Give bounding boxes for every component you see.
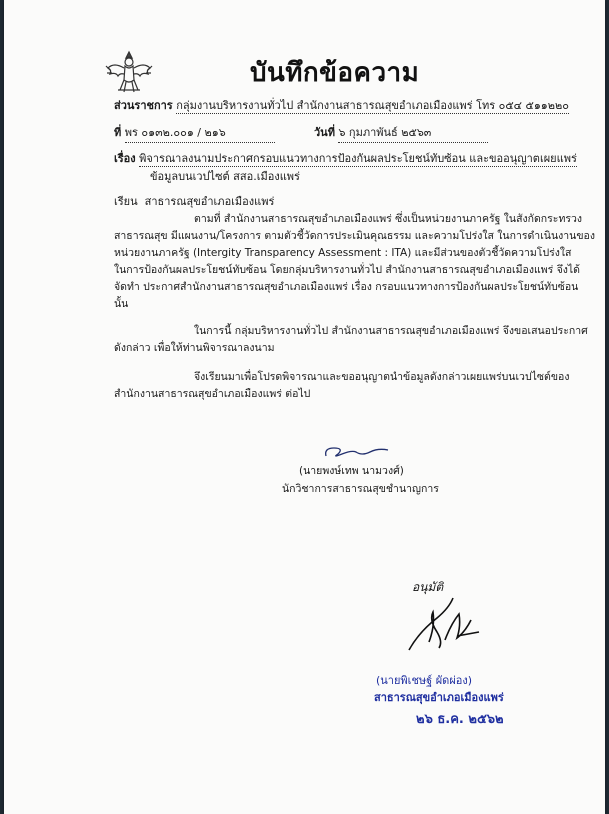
signer-1-position: นักวิชาการสาธารณสุขชำนาญการ	[282, 483, 439, 495]
p1-line-2: สาธารณสุข มีแผนงาน/โครงการ ตามตัวชี้วัดการประเมินคุณธรรม และความโปร่งใส ในการดำเนินงานของ	[114, 230, 595, 242]
subject-text-1: พิจารณาลงนามประกาศกรอบแนวทางการป้องกันผลประโยชน์ทับซ้อน และขออนุญาตเผยแพร่	[139, 152, 577, 165]
ref-value: พร ๐๑๓๒.๐๐๑ / ๒๑๖	[125, 123, 275, 143]
agency-label: ส่วนราชการ	[114, 99, 173, 112]
subject-label: เรื่อง	[114, 152, 136, 165]
subject-line	[114, 149, 577, 167]
p1-line-1: ตามที่ สำนักงานสาธารณสุขอำเภอเมืองแพร่ ซึ่งเป็นหน่วยงานภาครัฐ ในสังกัดกระทรวง	[194, 213, 583, 225]
date-label: วันที่	[314, 126, 335, 139]
memo-title: บันทึกข้อความ	[250, 58, 420, 88]
approver-position: สาธารณสุขอำเภอเมืองแพร่	[374, 691, 504, 704]
p1-line-6: นั้น	[114, 298, 129, 310]
signature-1-icon	[322, 440, 392, 462]
to-label: เรียน	[114, 195, 138, 208]
date-value: ๖ กุมภาพันธ์ ๒๕๖๓	[338, 123, 488, 143]
date-line	[314, 123, 488, 143]
approver-name: (นายพิเชษฐ์ ผัดผ่อง)	[376, 674, 473, 687]
approval-note: อนุมัติ	[412, 580, 444, 594]
subject-text-2: ข้อมูลบนเวปไซต์ สสอ.เมืองแพร่	[150, 170, 300, 183]
p2-line-1: ในการนี้ กลุ่มบริหารงานทั่วไป สำนักงานสาธารณสุขอำเภอเมืองแพร่ จึงขอเสนอประกาศ	[194, 325, 588, 337]
p1-line-5: จัดทำ ประกาศสำนักงานสาธารณสุขอำเภอเมืองแพร่ เรื่อง กรอบแนวทางการป้องกันผลประโยชน์ทับซ้อน	[114, 281, 579, 293]
agency-line	[114, 96, 569, 114]
to-value: สาธารณสุขอำเภอเมืองแพร่	[144, 195, 275, 208]
approval-date-stamp: ๒๖ ธ.ค. ๒๕๖๒	[416, 712, 504, 727]
p1-line-4: ในการป้องกันผลประโยชน์ทับซ้อน โดยกลุ่มบริหารงานทั่วไป สำนักงานสาธารณสุขอำเภอเมืองแพร่ จึงได้	[114, 264, 581, 276]
p1-line-3: หน่วยงานภาครัฐ (Intergity Transparency Assessment : ITA) และมีส่วนของตัวชี้วัดความโปร่งใส	[114, 247, 572, 259]
signer-1-name: (นายพงษ์เทพ นามวงศ์)	[299, 465, 404, 477]
p3-line-1: จึงเรียนมาเพื่อโปรดพิจารณาและขออนุญาตนำข้อมูลดังกล่าวเผยแพร่บนเวปไซต์ของ	[194, 371, 570, 383]
p2-line-2: ดังกล่าว เพื่อให้ท่านพิจารณาลงนาม	[114, 342, 275, 354]
reference-line	[114, 123, 275, 143]
ref-label: ที่	[114, 126, 122, 139]
memo-page	[4, 0, 605, 814]
p3-line-2: สำนักงานสาธารณสุขอำเภอเมืองแพร่ ต่อไป	[114, 388, 311, 400]
signature-2-icon	[399, 592, 489, 652]
addressee-line	[114, 192, 274, 210]
garuda-emblem-icon	[104, 46, 154, 96]
agency-value: กลุ่มงานบริหารงานทั่วไป สำนักงานสาธารณสุขอำเภอเมืองแพร่ โทร ๐๕๔ ๕๑๑๒๒๐	[176, 99, 570, 112]
